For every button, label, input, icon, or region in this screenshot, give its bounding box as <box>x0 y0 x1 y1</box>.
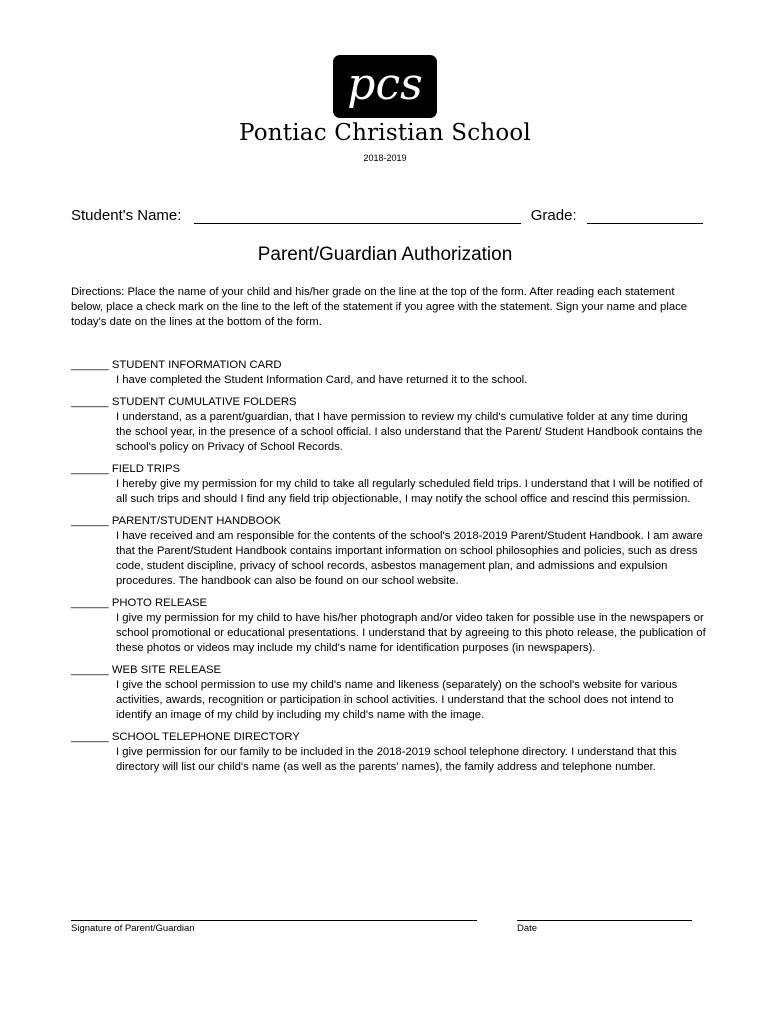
grade-field[interactable] <box>587 208 703 224</box>
student-name-label: Student's Name: <box>71 207 182 224</box>
section-body: I have completed the Student Information Card, and have returned it to the school. <box>116 374 528 386</box>
section-school-telephone-directory <box>71 730 711 775</box>
date-line[interactable] <box>517 910 692 921</box>
section-student-information-card <box>71 358 711 388</box>
section-heading: STUDENT INFORMATION CARD <box>111 359 282 371</box>
section-body: I give my permission for my child to have his/her photograph and/or video taken for possible use in the newspapers or school promotional or educational presentations. I understand that by agreeing to this photo release, the publication of these photos or videos may include my child's name for identification purposes (in newspapers). <box>116 612 706 654</box>
student-info-line <box>71 207 703 224</box>
check-blank[interactable]: ______ <box>71 515 109 527</box>
section-photo-release <box>71 596 711 656</box>
section-body: I understand, as a parent/guardian, that I have permission to review my child's cumulative folder at any time during the school year, in the presence of a school official. I also understand that the Parent/ Student Handbook contains the school's policy on Privacy of School Records. <box>116 411 703 453</box>
page-title: Parent/Guardian Authorization <box>257 244 513 265</box>
section-body: I hereby give my permission for my child to take all regularly scheduled field trips. I understand that I will be notified of all such trips and should I find any field trip objectionable, I may notify the school office and rescind this permission. <box>116 478 703 505</box>
school-year: 2018-2019 <box>363 153 407 163</box>
authorization-sections <box>71 358 711 782</box>
check-blank[interactable]: ______ <box>71 396 109 408</box>
parent-signature-label: Signature of Parent/Guardian <box>71 923 195 934</box>
school-logo <box>333 55 437 118</box>
grade-label: Grade: <box>530 207 577 224</box>
check-blank[interactable]: ______ <box>71 463 109 475</box>
check-blank[interactable]: ______ <box>71 664 109 676</box>
date-label: Date <box>517 923 538 934</box>
directions-text: Directions: Place the name of your child and his/her grade on the line at the top of the form. After reading each statement below, place a check mark on the line to the left of the statement if you agree with the statement. Sign your name and place today's date on the lines at the bottom of the form. <box>71 286 688 328</box>
section-body: I give the school permission to use my child's name and likeness (separately) on the school's website for various activities, awards, recognition or participation in school activities. I understand that the school does not intend to identify an image of my child by including my child's name with the image. <box>116 679 678 721</box>
school-name: Pontiac Christian School <box>238 120 531 146</box>
section-body: I give permission for our family to be included in the 2018-2019 school telephone directory. I understand that this directory will list our child's name (as well as the parents' names), the family address and telephone number. <box>116 746 677 773</box>
section-parent-student-handbook <box>71 514 711 589</box>
parent-signature-line[interactable] <box>71 910 477 921</box>
section-heading: PARENT/STUDENT HANDBOOK <box>111 515 281 527</box>
section-heading: FIELD TRIPS <box>111 463 181 475</box>
check-blank[interactable]: ______ <box>71 359 109 371</box>
section-heading: WEB SITE RELEASE <box>111 664 222 676</box>
pcs-logo-icon <box>333 55 437 118</box>
logo-text: pcs <box>347 59 423 110</box>
section-heading: STUDENT CUMULATIVE FOLDERS <box>111 396 297 408</box>
parent-signature-block <box>71 910 477 934</box>
section-heading: SCHOOL TELEPHONE DIRECTORY <box>111 731 300 743</box>
date-block <box>517 910 692 934</box>
check-blank[interactable]: ______ <box>71 731 109 743</box>
section-body: I have received and am responsible for the contents of the school's 2018-2019 Parent/Student Handbook. I am aware that the Parent/Student Handbook contains important information on school philosophies and policies, such as dress code, student discipline, privacy of school records, asbestos management plan, and admissions and expulsion procedures. The handbook can also be found on our school website. <box>116 530 703 587</box>
section-web-site-release <box>71 663 711 723</box>
check-blank[interactable]: ______ <box>71 597 109 609</box>
section-heading: PHOTO RELEASE <box>111 597 208 609</box>
section-student-cumulative-folders <box>71 395 711 455</box>
student-name-field[interactable] <box>194 208 521 224</box>
section-field-trips <box>71 462 711 507</box>
